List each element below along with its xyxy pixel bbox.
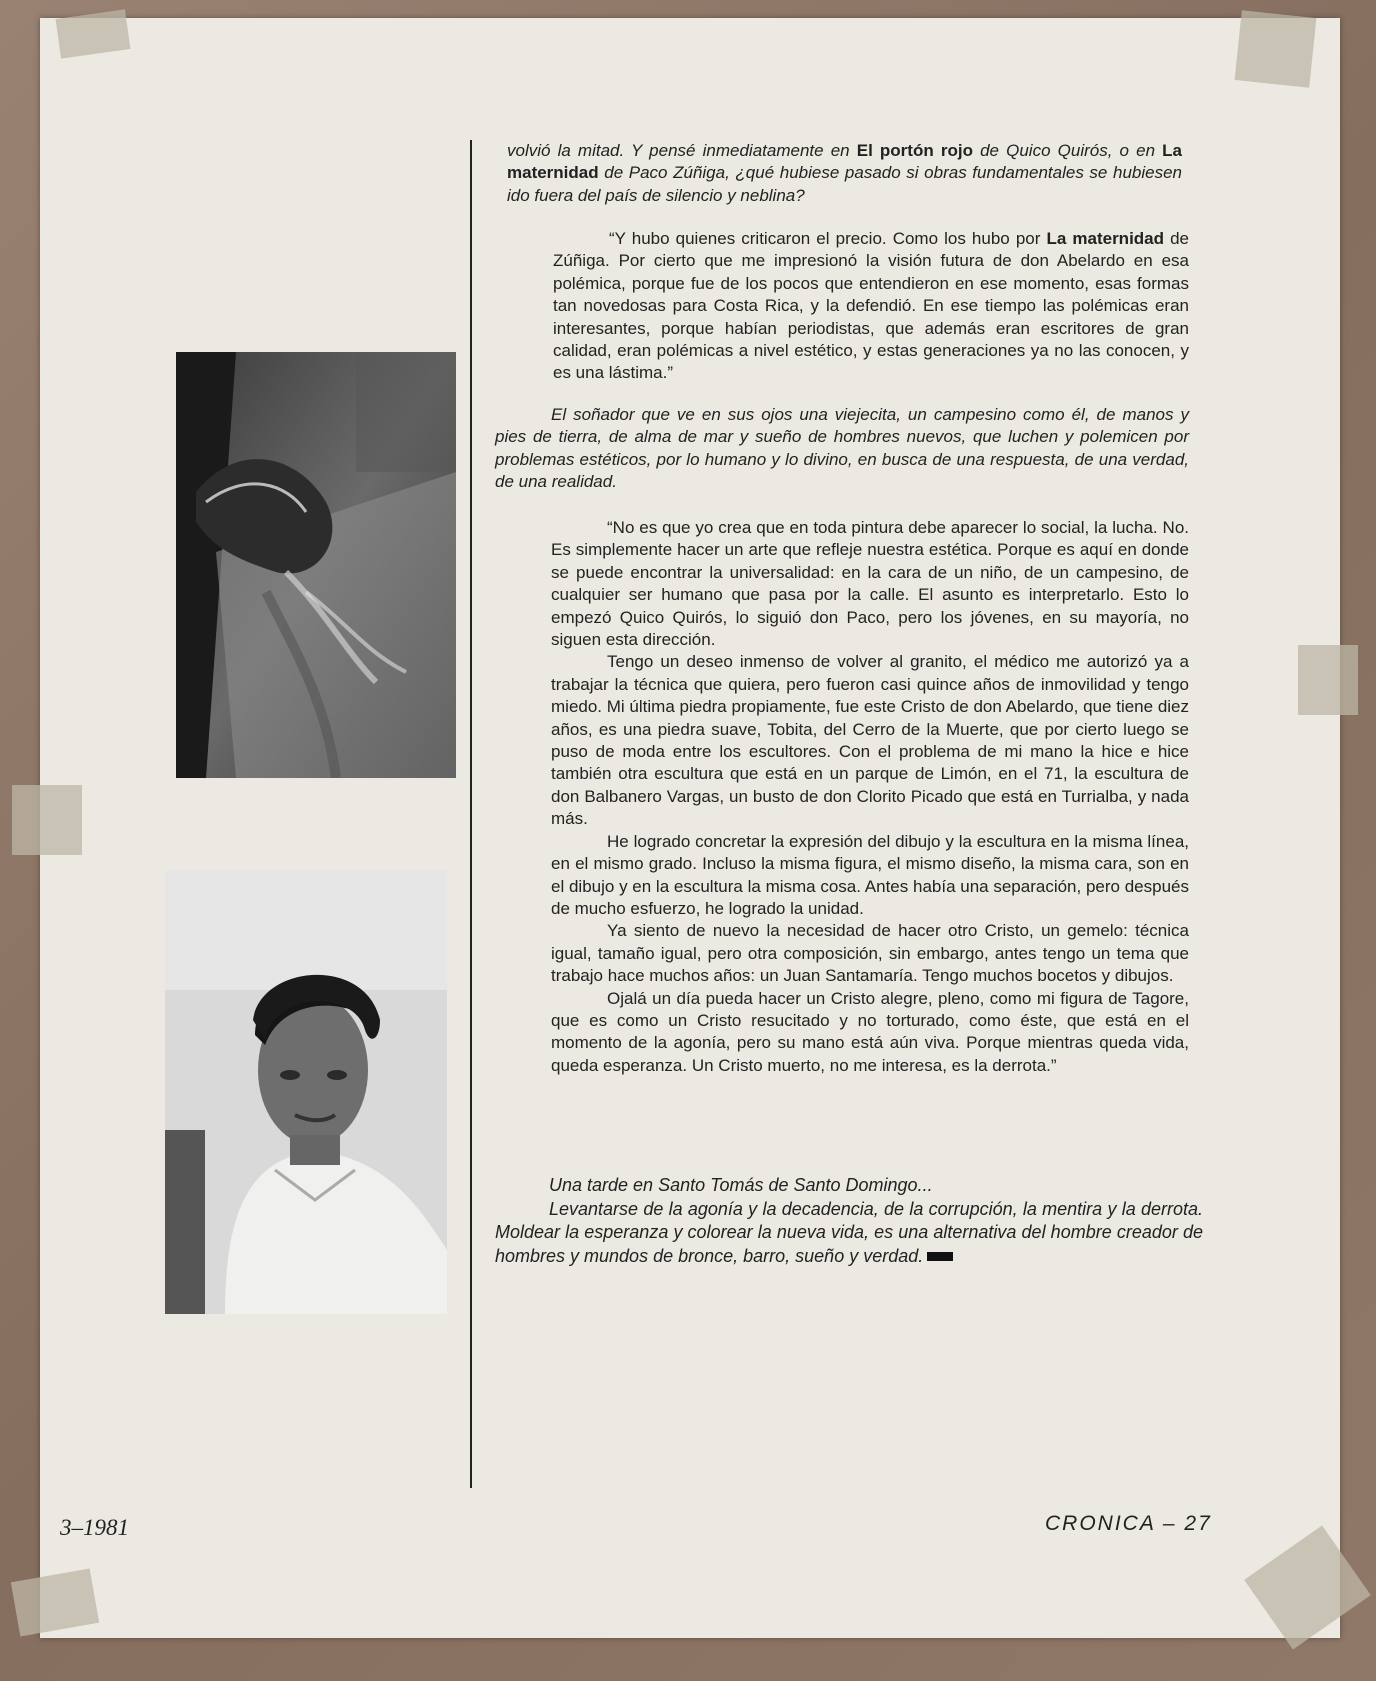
intro-text-2: de Quico Quirós, o en	[972, 141, 1163, 160]
quote1-text-1: “Y hubo quienes criticaron el precio. Como los hubo por	[609, 229, 1047, 248]
page-number: CRONICA – 27	[1045, 1512, 1212, 1535]
intro-text-3: de Paco Zúñiga, ¿qué hubiese pasado si obras fundamentales se hubiesen ido fuera del país de silencio y neblina?	[507, 163, 1182, 205]
end-mark	[927, 1252, 953, 1261]
tape-left-middle	[12, 785, 82, 855]
sculpture-photo	[176, 352, 456, 778]
column-divider	[470, 140, 472, 1488]
dreamer-paragraph: El soñador que ve en sus ojos una viejecita, un campesino como él, de manos y pies de tierra, de alma de mar y sueño de hombres nuevos, que luchen y polemicen por problemas estéticos, por lo humano y lo divino, en busca de una respuesta, de una verdad, de una realidad.	[495, 405, 1189, 492]
intro-paragraph	[507, 140, 1182, 207]
portrait-photo	[165, 870, 447, 1314]
intro-title-2: La maternidad	[507, 141, 1182, 183]
quote-paragraph-1	[553, 228, 1189, 385]
sculpture-image	[176, 352, 456, 778]
issue-date: 3–1981	[60, 1515, 129, 1540]
intro-title-1: El portón rojo	[856, 141, 973, 160]
quote2-paragraph-4: Ya siento de nuevo la necesidad de hacer otro Cristo, un gemelo: técnica igual, tamaño igual, pero otra composición, sin embargo, antes tengo un tema que trabajo hace muchos años: un Juan Santamaría. Tengo muchos bocetos y dibujos.	[551, 921, 1189, 986]
quote2-paragraph-2: Tengo un deseo inmenso de volver al granito, el médico me autorizó ya a trabajar la técnica que quiera, pero fueron casi quince años de inmovilidad y tengo miedo. Mi última piedra propiamente, fue este Cristo de don Abelardo, que tiene diez años, es una piedra suave, Tobita, del Cerro de la Muerte, que por cierto luego se puso de moda entre los escultores. Con el problema de mi mano la hice e hice también otra escultura que está en un parque de Limón, en el 71, la escultura de don Balbanero Vargas, un busto de don Clorito Picado que está en Turrialba, y nada más.	[551, 652, 1189, 829]
tape-right-middle	[1298, 645, 1358, 715]
tape-top-right	[1235, 10, 1317, 87]
quote1-title: La maternidad	[1046, 229, 1165, 248]
quote2-paragraph-1: “No es que yo crea que en toda pintura debe aparecer lo social, la lucha. No. Es simplemente hacer un arte que refleje nuestra estética. Porque es aquí en donde se puede encontrar la universalidad: en la cara de un niño, de un campesino, de cualquier ser humano que pasa por la calle. El asunto es interpretarlo. Esto lo empezó Quico Quirós, lo siguió don Paco, pero los jóvenes, en su mayoría, no siguen esta dirección.	[551, 518, 1189, 650]
quote2-paragraph-3: He logrado concretar la expresión del dibujo y la escultura en la misma línea, en el mismo grado. Incluso la misma figura, el mismo diseño, la misma cara, son en el dibujo y en la escultura la misma cosa. Antes había una separación, pero después de mucho esfuerzo, he logrado la unidad.	[551, 831, 1189, 918]
closing-block	[495, 1174, 1203, 1268]
closing-line-2	[495, 1198, 1203, 1269]
quote-block-2	[551, 517, 1189, 1077]
intro-text-1: volvió la mitad. Y pensé inmediatamente en	[507, 141, 857, 160]
quote2-paragraph-5: Ojalá un día pueda hacer un Cristo alegre, pleno, como mi figura de Tagore, que es como un Cristo resucitado y no torturado, como éste, que está en el momento de la agonía, pero su mano está aún viva. Porque mientras queda vida, queda esperanza. Un Cristo muerto, no me interesa, es la derrota.”	[551, 988, 1189, 1075]
closing-line-1: Una tarde en Santo Tomás de Santo Domingo...	[549, 1175, 933, 1195]
portrait-image	[165, 870, 447, 1314]
closing-text: Levantarse de la agonía y la decadencia, de la corrupción, la mentira y la derrota. Moldear la esperanza y colorear la nueva vida, es una alternativa del hombre creador de hombres y mundos de bronce, barro, sueño y verdad.	[495, 1198, 1203, 1266]
quote1-text-2: de Zúñiga. Por cierto que me impresionó la visión futura de don Abelardo en esa polémica, porque fue de los pocos que entendieron en ese momento, esas formas tan novedosas para Costa Rica, y la defendió. En ese tiempo las polémicas eran interesantes, porque habían periodistas, que además eran escritores de gran calidad, eran polémicas a nivel estético, y estas generaciones ya no las conocen, y es una lástima.”	[553, 229, 1189, 383]
